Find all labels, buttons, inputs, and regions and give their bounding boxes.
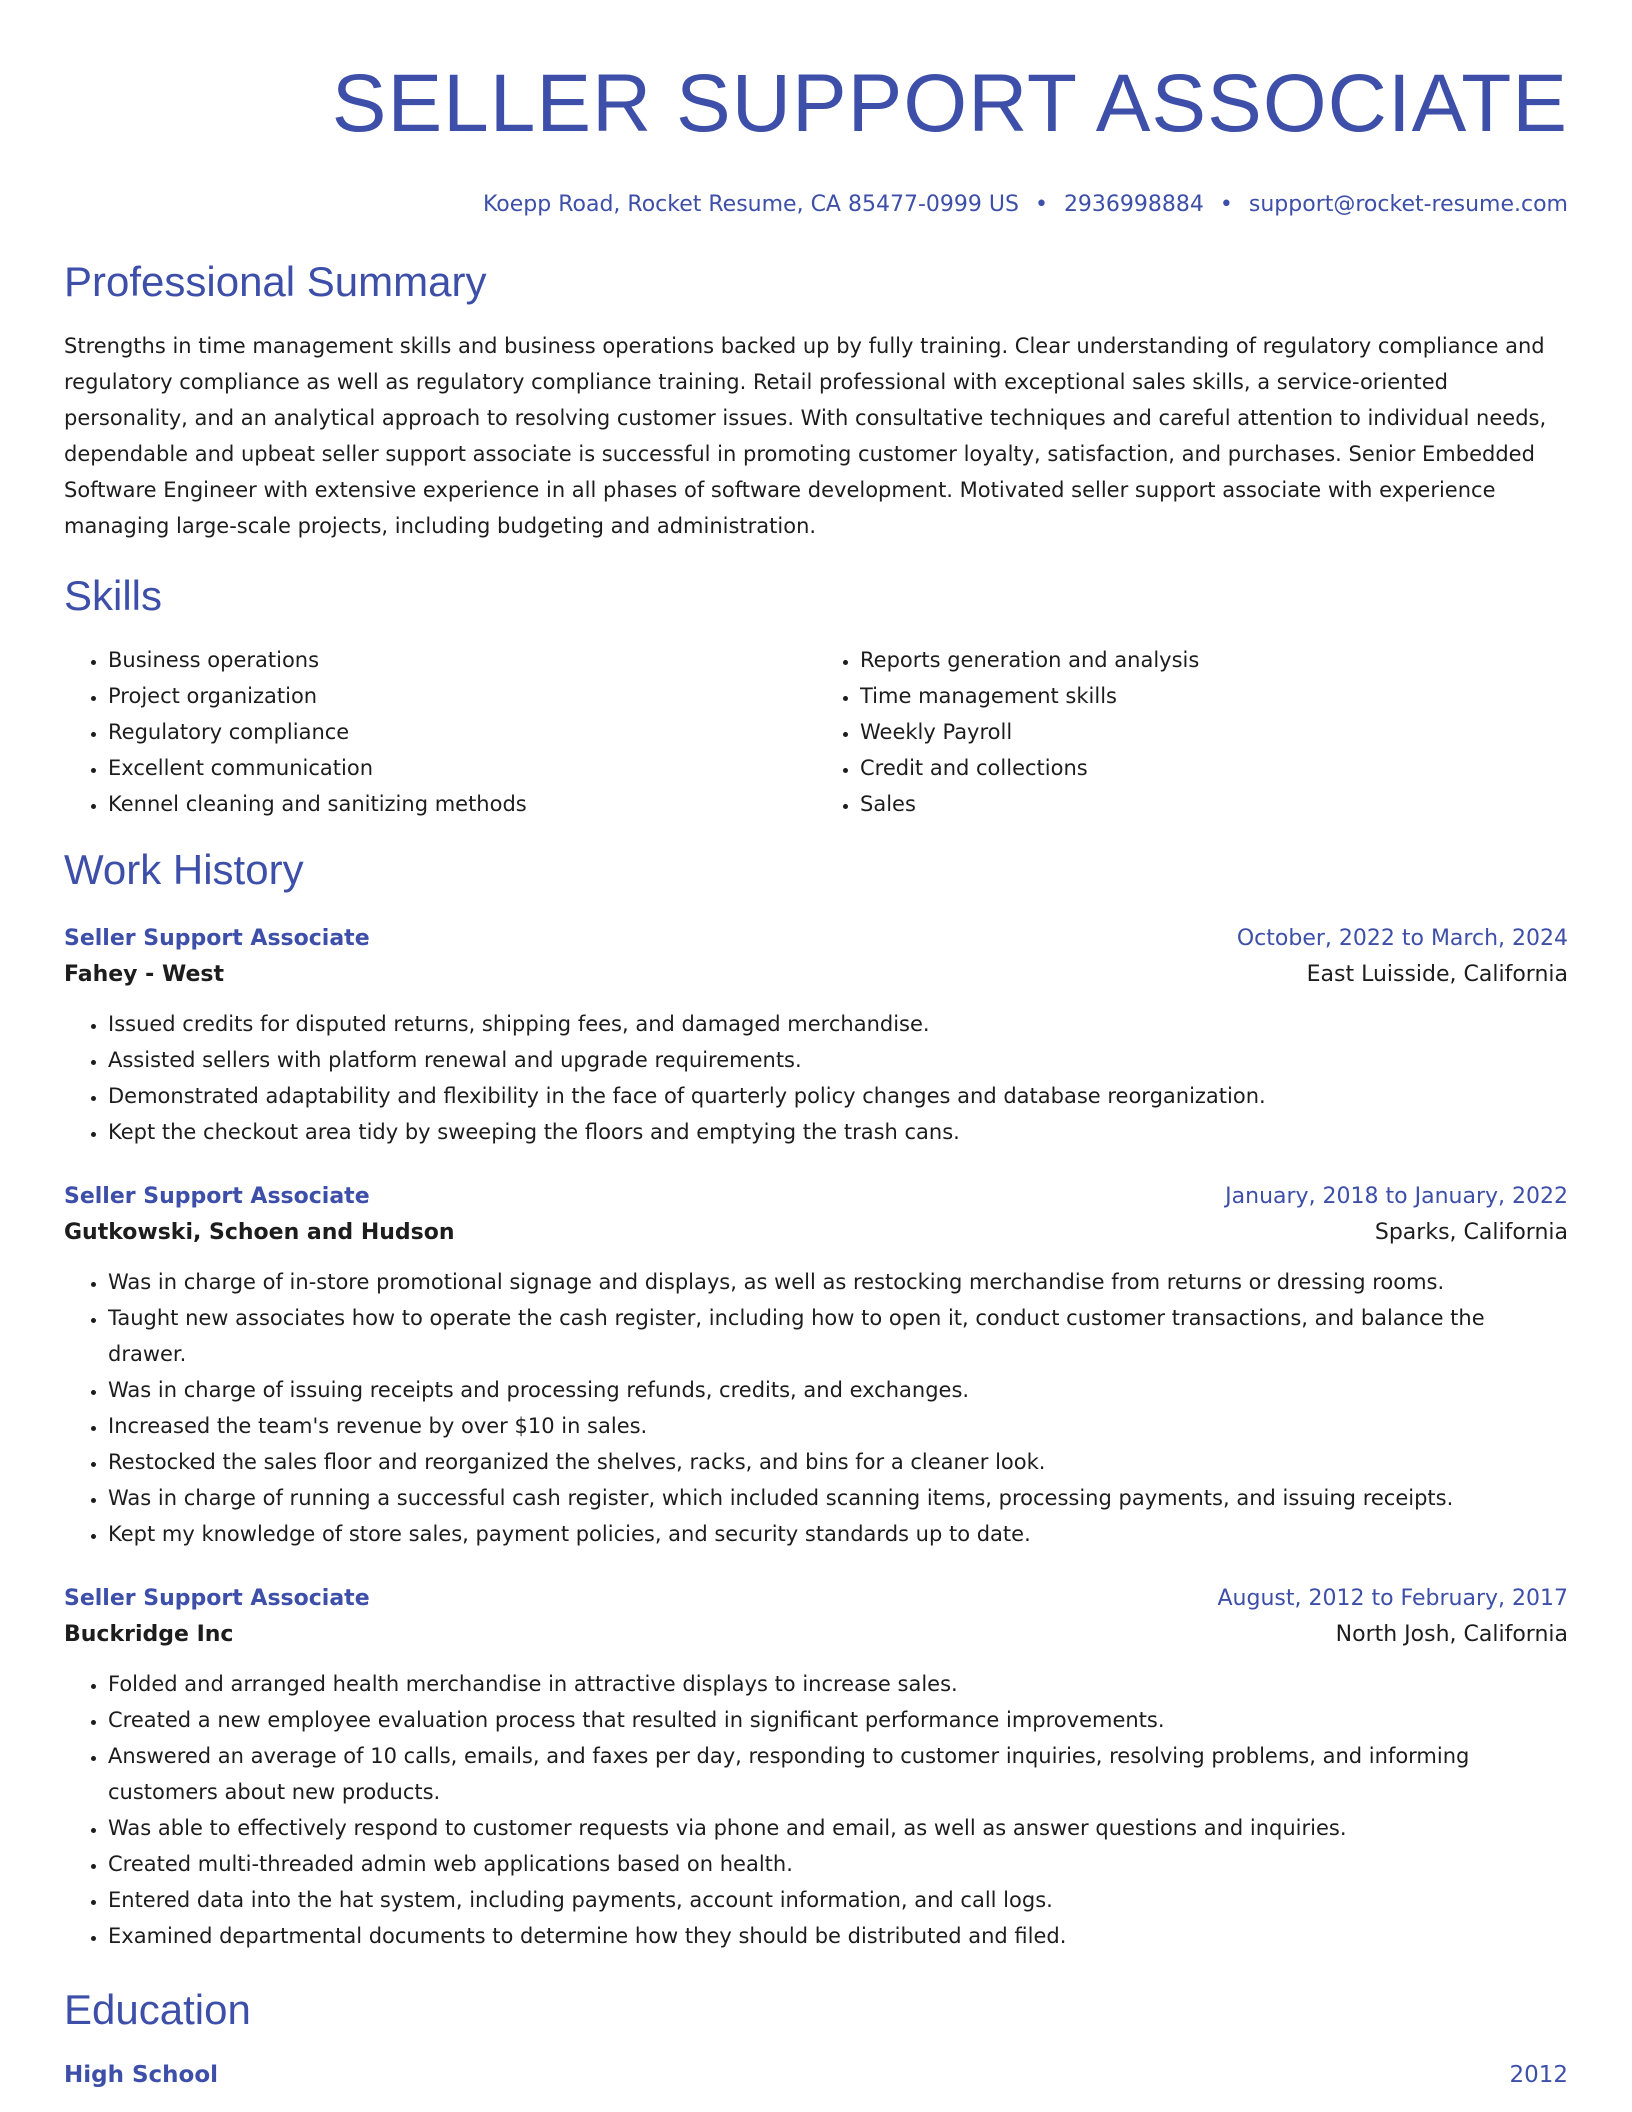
skill-item: • Excellent communication [108,750,816,786]
skill-item: • Weekly Payroll [860,714,1568,750]
job-title: Seller Support Associate [64,1184,370,1209]
section-heading-education: Education [64,1986,251,2033]
skills-columns [64,642,1568,822]
skill-item: • Project organization [108,678,816,714]
job-company-row [64,1214,1568,1252]
job-location: North Josh, California [1335,1622,1568,1647]
contact-separator: • [1219,192,1233,217]
section-heading-work-history: Work History [64,846,304,893]
job-header-row [64,1582,1568,1616]
job-bullet: • Restocked the sales floor and reorganized the shelves, racks, and bins for a cleaner look. [108,1444,1568,1480]
job-location: Sparks, California [1374,1220,1568,1245]
job-header-row [64,1180,1568,1214]
job-bullet: • Was able to effectively respond to customer requests via phone and email, as well as answer questions and inquiries. [108,1810,1568,1846]
job-company: Buckridge Inc [64,1622,234,1647]
job-bullet: • Examined departmental documents to determine how they should be distributed and filed. [108,1918,1568,1954]
job-entry [64,1180,1568,1552]
skill-item: • Business operations [108,642,816,678]
job-bullet: • Taught new associates how to operate the cash register, including how to open it, conduct customer transactions, and balance the drawer. [108,1300,1568,1372]
summary-section [64,256,1568,544]
skill-item: • Credit and collections [860,750,1568,786]
skills-section [64,570,1568,822]
job-bullet: • Entered data into the hat system, including payments, account information, and call logs. [108,1882,1568,1918]
skill-item: • Regulatory compliance [108,714,816,750]
job-bullets [64,1666,1568,1954]
job-title: Seller Support Associate [64,926,370,951]
education-school: High School [64,2062,219,2088]
skill-item: • Reports generation and analysis [860,642,1568,678]
section-heading-skills: Skills [64,572,163,619]
job-bullet: • Issued credits for disputed returns, shipping fees, and damaged merchandise. [108,1006,1568,1042]
skill-item: • Time management skills [860,678,1568,714]
education-section [64,1984,1568,2092]
job-bullet: • Increased the team's revenue by over $10 in sales. [108,1408,1568,1444]
job-location: East Luisside, California [1306,962,1568,987]
job-entry [64,922,1568,1150]
job-bullet: • Was in charge of issuing receipts and processing refunds, credits, and exchanges. [108,1372,1568,1408]
job-bullets [64,1264,1568,1552]
job-dates: January, 2018 to January, 2022 [1225,1184,1568,1209]
work-history-section [64,844,1568,1954]
job-dates: October, 2022 to March, 2024 [1236,926,1568,951]
skills-list-left [64,642,816,822]
job-title: Seller Support Associate [64,1586,370,1611]
job-bullet: • Kept the checkout area tidy by sweeping the floors and emptying the trash cans. [108,1114,1568,1150]
job-bullet: • Demonstrated adaptability and flexibility in the face of quarterly policy changes and database reorganization. [108,1078,1568,1114]
job-company: Gutkowski, Schoen and Hudson [64,1220,455,1245]
job-bullet: • Answered an average of 10 calls, emails, and faxes per day, responding to customer inquiries, resolving problems, and informing customers about new products. [108,1738,1568,1810]
job-bullet: • Was in charge of in-store promotional signage and displays, as well as restocking merchandise from returns or dressing rooms. [108,1264,1568,1300]
summary-text: Strengths in time management skills and business operations backed up by fully training. Clear understanding of regulatory compliance and regulatory compliance as well as regulatory compliance training. Retail professional with exceptional sales skills, a service-oriented personality, and an analytical approach to resolving customer issues. With consultative techniques and careful attention to individual needs, dependable and upbeat seller support associate is successful in promoting customer loyalty, satisfaction, and purchases. Senior Embedded Software Engineer with extensive experience in all phases of software development. Motivated seller support associate with experience managing large-scale projects, including budgeting and administration. [64,334,1547,538]
skills-list-right [816,642,1568,822]
job-bullet: • Folded and arranged health merchandise in attractive displays to increase sales. [108,1666,1568,1702]
email[interactable]: support@rocket-resume.com [1248,192,1568,217]
resume-header [64,0,1568,220]
contact-separator: • [1034,192,1048,217]
education-year: 2012 [1509,2062,1568,2088]
job-header-row [64,922,1568,956]
job-bullet: • Kept my knowledge of store sales, payment policies, and security standards up to date. [108,1516,1568,1552]
job-dates: August, 2012 to February, 2017 [1217,1586,1568,1611]
job-entry [64,1582,1568,1954]
address: Koepp Road, Rocket Resume, CA 85477-0999 US [482,192,1019,217]
job-company-row [64,1616,1568,1654]
job-bullets [64,1006,1568,1150]
job-bullet: • Was in charge of running a successful cash register, which included scanning items, processing payments, and issuing receipts. [108,1480,1568,1516]
section-heading-summary: Professional Summary [64,258,487,305]
job-bullet: • Assisted sellers with platform renewal and upgrade requirements. [108,1042,1568,1078]
job-bullet: • Created multi-threaded admin web applications based on health. [108,1846,1568,1882]
skill-item: • Kennel cleaning and sanitizing methods [108,786,816,822]
job-company: Fahey - West [64,962,224,987]
resume-title: SELLER SUPPORT ASSOCIATE [331,58,1568,149]
contact-line [64,190,1568,220]
education-entry [64,2058,1568,2092]
skill-item: • Sales [860,786,1568,822]
job-company-row [64,956,1568,994]
job-bullet: • Created a new employee evaluation process that resulted in significant performance improvements. [108,1702,1568,1738]
phone[interactable]: 2936998884 [1063,192,1204,217]
